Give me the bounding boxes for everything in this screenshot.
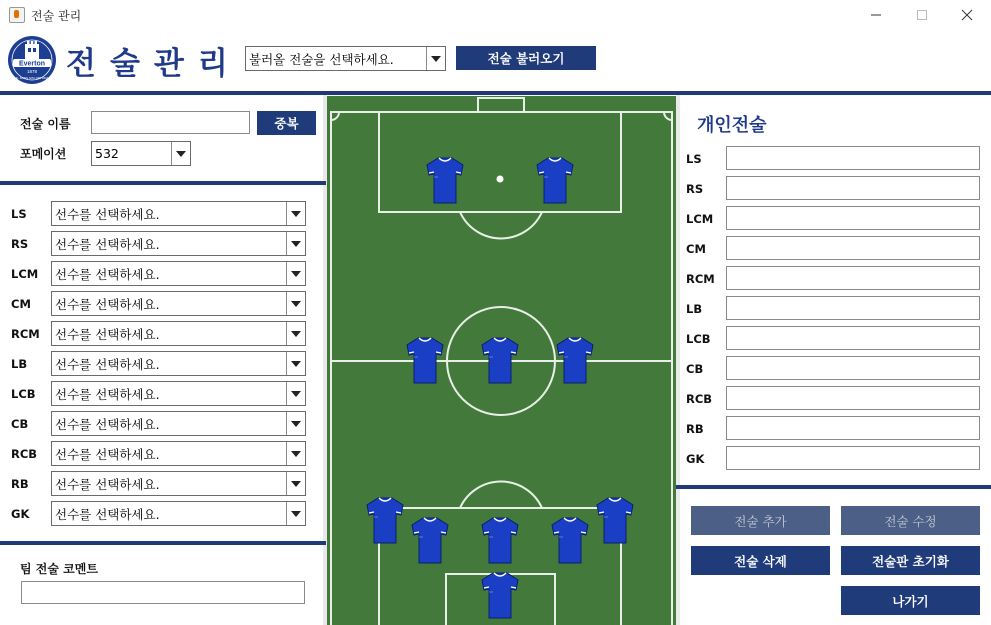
player-select-label: LS (11, 207, 27, 221)
everton-crest-logo (7, 35, 57, 85)
individual-tactic-label: RCB (686, 392, 713, 406)
player-jersey-lb[interactable] (365, 495, 405, 545)
individual-tactic-label: RCM (686, 272, 715, 286)
individual-tactic-input-cb[interactable] (726, 356, 980, 380)
load-tactic-select-value: 불러올 전술을 선택하세요. (249, 51, 394, 67)
chevron-down-icon[interactable] (286, 292, 305, 315)
player-select-rcb[interactable] (51, 441, 306, 466)
team-comment-label: 팀 전술 코멘트 (20, 562, 98, 576)
player-select-label: GK (11, 507, 30, 521)
individual-tactic-label: GK (686, 452, 705, 466)
add-tactic-button[interactable]: 전술 추가 (691, 506, 830, 535)
tactic-name-label: 전술 이름 (20, 117, 71, 131)
player-jersey-gk[interactable] (480, 570, 520, 620)
chevron-down-icon[interactable] (286, 442, 305, 465)
individual-tactic-input-rb[interactable] (726, 416, 980, 440)
player-jersey-lcm[interactable] (405, 335, 445, 385)
individual-tactics-title: 개인전술 (697, 115, 767, 136)
player-select-gk[interactable] (51, 501, 306, 526)
left-divider-bottom (0, 541, 326, 545)
formation-select[interactable] (91, 141, 191, 166)
player-select-value: 선수를 선택하세요. (55, 416, 160, 432)
tactic-name-input[interactable] (91, 111, 250, 134)
penalty-spot (497, 176, 504, 183)
close-button[interactable] (944, 0, 990, 30)
player-select-value: 선수를 선택하세요. (55, 236, 160, 252)
player-select-label: CB (11, 417, 29, 431)
right-panel-border (676, 95, 680, 625)
individual-tactic-input-gk[interactable] (726, 446, 980, 470)
individual-tactic-label: CB (686, 362, 704, 376)
player-select-value: 선수를 선택하세요. (55, 476, 160, 492)
individual-tactic-label: RB (686, 422, 704, 436)
player-select-label: LB (11, 357, 28, 371)
window-title: 전술 관리 (31, 9, 82, 23)
delete-tactic-button[interactable]: 전술 삭제 (691, 546, 830, 575)
chevron-down-icon[interactable] (286, 352, 305, 375)
chevron-down-icon[interactable] (286, 232, 305, 255)
player-select-rcm[interactable] (51, 321, 306, 346)
player-select-label: RCB (11, 447, 38, 461)
player-select-cb[interactable] (51, 411, 306, 436)
exit-button[interactable]: 나가기 (841, 586, 980, 615)
player-select-label: LCM (11, 267, 39, 281)
player-select-rb[interactable] (51, 471, 306, 496)
svg-text:NIL SATIS NISI OPTIMUM: NIL SATIS NISI OPTIMUM (14, 76, 50, 80)
player-select-label: RS (11, 237, 29, 251)
individual-tactic-input-rcm[interactable] (726, 266, 980, 290)
edit-tactic-button[interactable]: 전술 수정 (841, 506, 980, 535)
minimize-icon (870, 9, 882, 21)
maximize-icon (916, 9, 928, 21)
player-jersey-lcb[interactable] (410, 515, 450, 565)
chevron-down-icon[interactable] (286, 472, 305, 495)
individual-tactic-label: LB (686, 302, 703, 316)
player-jersey-cb[interactable] (480, 515, 520, 565)
individual-tactic-input-lb[interactable] (726, 296, 980, 320)
chevron-down-icon[interactable] (286, 502, 305, 525)
page-title: 전술관리 (66, 46, 242, 82)
individual-tactic-input-ls[interactable] (726, 146, 980, 170)
reset-board-button[interactable]: 전술판 초기화 (841, 546, 980, 575)
chevron-down-icon[interactable] (286, 382, 305, 405)
player-select-value: 선수를 선택하세요. (55, 386, 160, 402)
player-select-value: 선수를 선택하세요. (55, 296, 160, 312)
chevron-down-icon[interactable] (286, 322, 305, 345)
svg-text:Everton: Everton (18, 60, 46, 68)
header-divider (0, 91, 991, 95)
individual-tactic-input-lcb[interactable] (726, 326, 980, 350)
chevron-down-icon[interactable] (286, 412, 305, 435)
player-select-label: RB (11, 477, 29, 491)
player-select-label: LCB (11, 387, 36, 401)
player-jersey-rcm[interactable] (555, 335, 595, 385)
java-app-icon (9, 7, 25, 23)
player-select-value: 선수를 선택하세요. (55, 206, 160, 222)
player-jersey-rs[interactable] (535, 155, 575, 205)
left-divider-top (0, 181, 326, 185)
individual-tactic-label: CM (686, 242, 706, 256)
team-comment-input[interactable] (21, 581, 305, 604)
maximize-button[interactable] (899, 0, 945, 30)
individual-tactic-input-rs[interactable] (726, 176, 980, 200)
player-select-lcm[interactable] (51, 261, 306, 286)
player-select-rs[interactable] (51, 231, 306, 256)
player-jersey-rcb[interactable] (550, 515, 590, 565)
duplicate-check-button[interactable]: 중복 (257, 111, 316, 135)
load-tactic-select[interactable] (245, 46, 446, 71)
player-select-value: 선수를 선택하세요. (55, 266, 160, 282)
right-divider (676, 485, 991, 489)
close-icon (961, 9, 973, 21)
formation-select-value: 532 (95, 146, 119, 161)
minimize-button[interactable] (853, 0, 899, 30)
player-select-lb[interactable] (51, 351, 306, 376)
player-select-value: 선수를 선택하세요. (55, 446, 160, 462)
individual-tactic-input-cm[interactable] (726, 236, 980, 260)
player-select-value: 선수를 선택하세요. (55, 356, 160, 372)
individual-tactic-label: LCB (686, 332, 711, 346)
chevron-down-icon[interactable] (286, 262, 305, 285)
tactics-pitch[interactable] (327, 96, 676, 625)
player-select-cm[interactable] (51, 291, 306, 316)
player-jersey-ls[interactable] (425, 155, 465, 205)
player-select-lcb[interactable] (51, 381, 306, 406)
chevron-down-icon[interactable] (426, 47, 445, 70)
individual-tactic-input-rcb[interactable] (726, 386, 980, 410)
player-select-value: 선수를 선택하세요. (55, 326, 160, 342)
player-jersey-rb[interactable] (595, 495, 635, 545)
formation-label: 포메이션 (20, 147, 67, 161)
individual-tactic-label: LS (686, 152, 702, 166)
player-jersey-cm[interactable] (480, 335, 520, 385)
title-bar (0, 0, 991, 30)
chevron-down-icon[interactable] (286, 202, 305, 225)
load-tactic-button[interactable]: 전술 불러오기 (456, 46, 596, 70)
individual-tactic-label: RS (686, 182, 704, 196)
player-select-value: 선수를 선택하세요. (55, 506, 160, 522)
individual-tactic-label: LCM (686, 212, 714, 226)
player-select-label: CM (11, 297, 31, 311)
player-select-ls[interactable] (51, 201, 306, 226)
individual-tactic-input-lcm[interactable] (726, 206, 980, 230)
player-select-label: RCM (11, 327, 40, 341)
chevron-down-icon[interactable] (171, 142, 190, 165)
svg-text:1878: 1878 (26, 69, 38, 74)
